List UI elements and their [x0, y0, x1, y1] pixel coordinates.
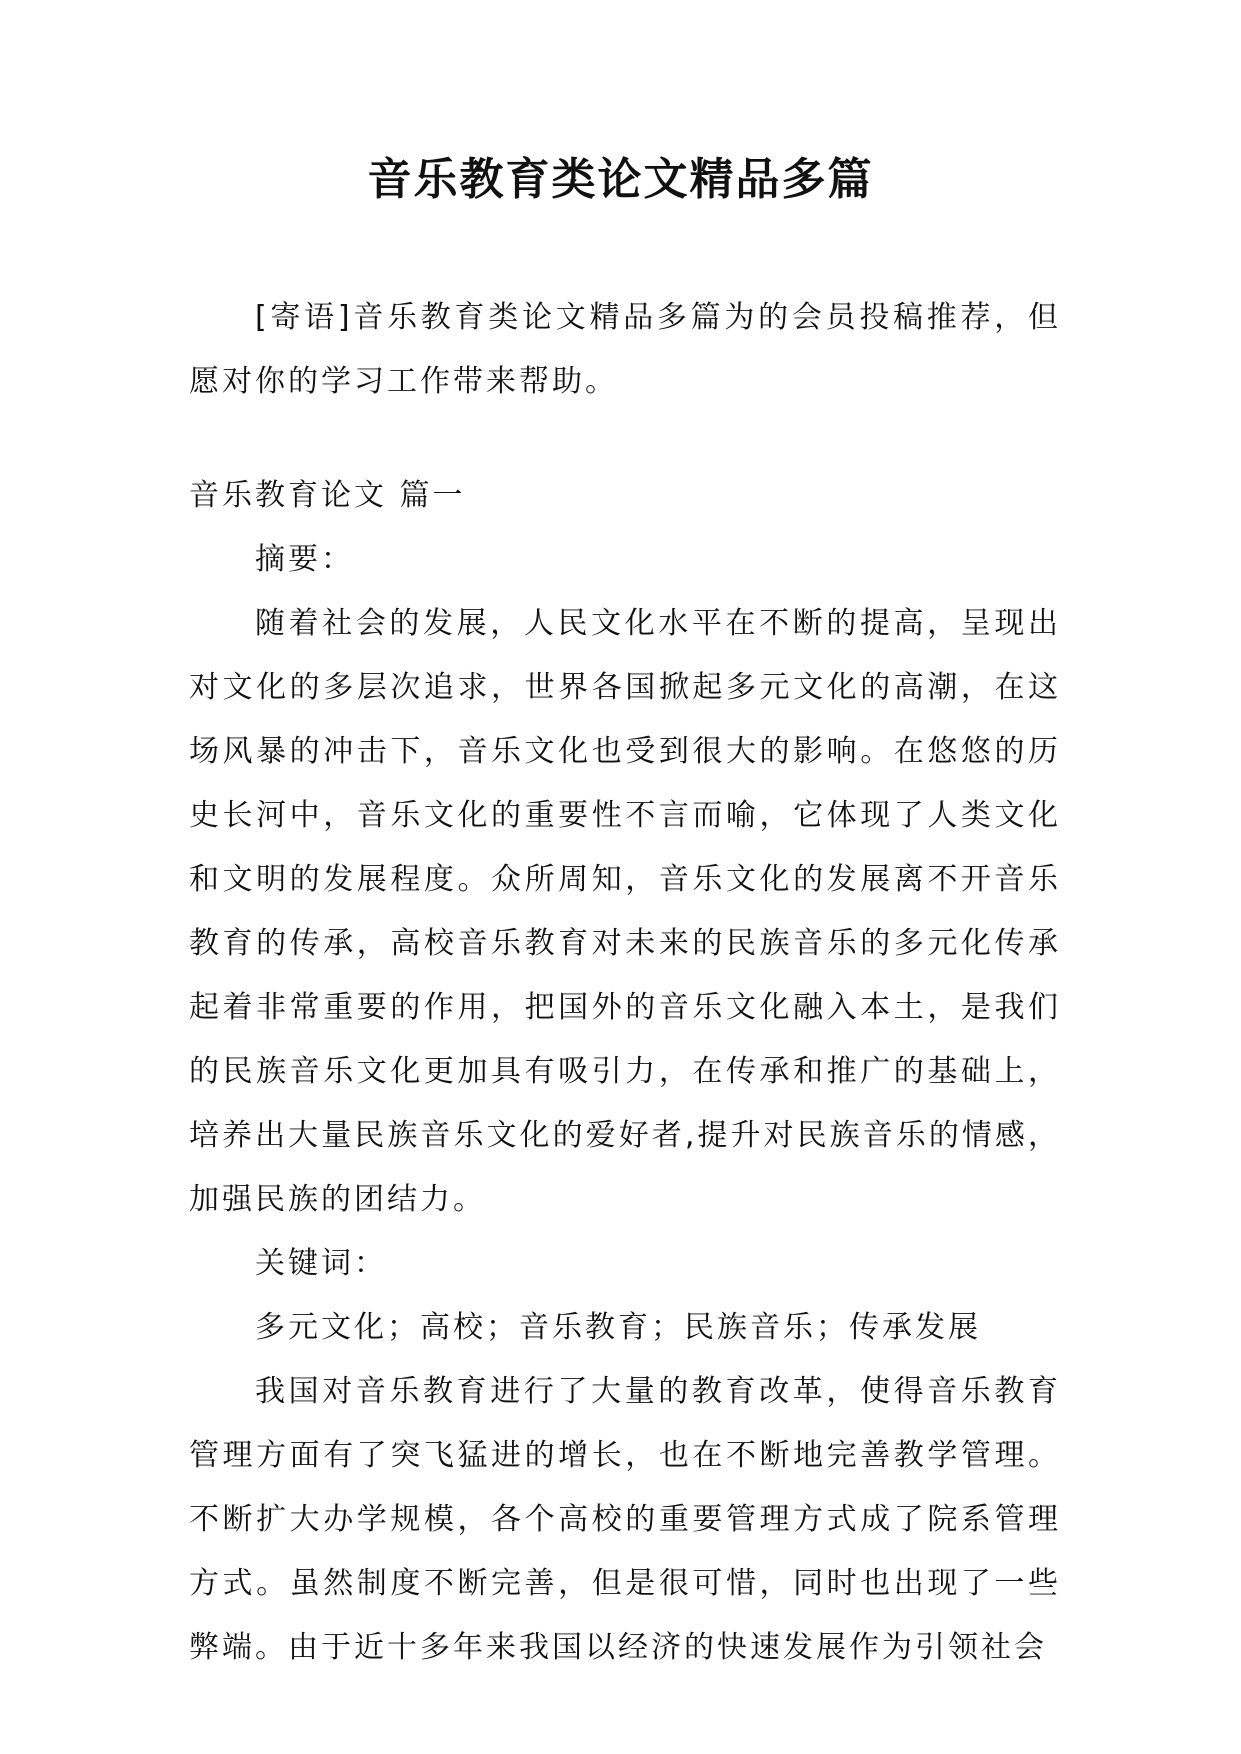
section-heading: 音乐教育论文 篇一 [189, 478, 466, 513]
document-body [189, 286, 1061, 1680]
abstract-label: 摘要： [255, 542, 354, 577]
abstract-paragraph: 随着社会的发展，人民文化水平在不断的提高，呈现出对文化的多层次追求，世界各国掀起多元文化的高潮，在这场风暴的冲击下，音乐文化也受到很大的影响。在悠悠的历史长河中，音乐文化的重要性不言而喻，它体现了人类文化和文明的发展程度。众所周知，音乐文化的发展离不开音乐教育的传承，高校音乐教育对未来的民族音乐的多元化传承起着非常重要的作用，把国外的音乐文化融入本土，是我们的民族音乐文化更加具有吸引力，在传承和推广的基础上，培养出大量民族音乐文化的爱好者,提升对民族音乐的情感，加强民族的团结力。 [189, 606, 1061, 1217]
intro-paragraph: [寄语]音乐教育类论文精品多篇为的会员投稿推荐，但愿对你的学习工作带来帮助。 [189, 300, 1061, 399]
keywords-label: 关键词： [255, 1246, 387, 1281]
document-title: 音乐教育类论文精品多篇 [367, 154, 874, 205]
body-paragraph: 我国对音乐教育进行了大量的教育改革，使得音乐教育管理方面有了突飞猛进的增长，也在不断地完善教学管理。不断扩大办学规模，各个高校的重要管理方式成了院系管理方式。虽然制度不断完善，但是很可惜，同时也出现了一些弊端。由于近十多年来我国以经济的快速发展作为引领社会 [189, 1374, 1061, 1665]
keywords-list: 多元文化；高校；音乐教育；民族音乐；传承发展 [255, 1310, 981, 1345]
